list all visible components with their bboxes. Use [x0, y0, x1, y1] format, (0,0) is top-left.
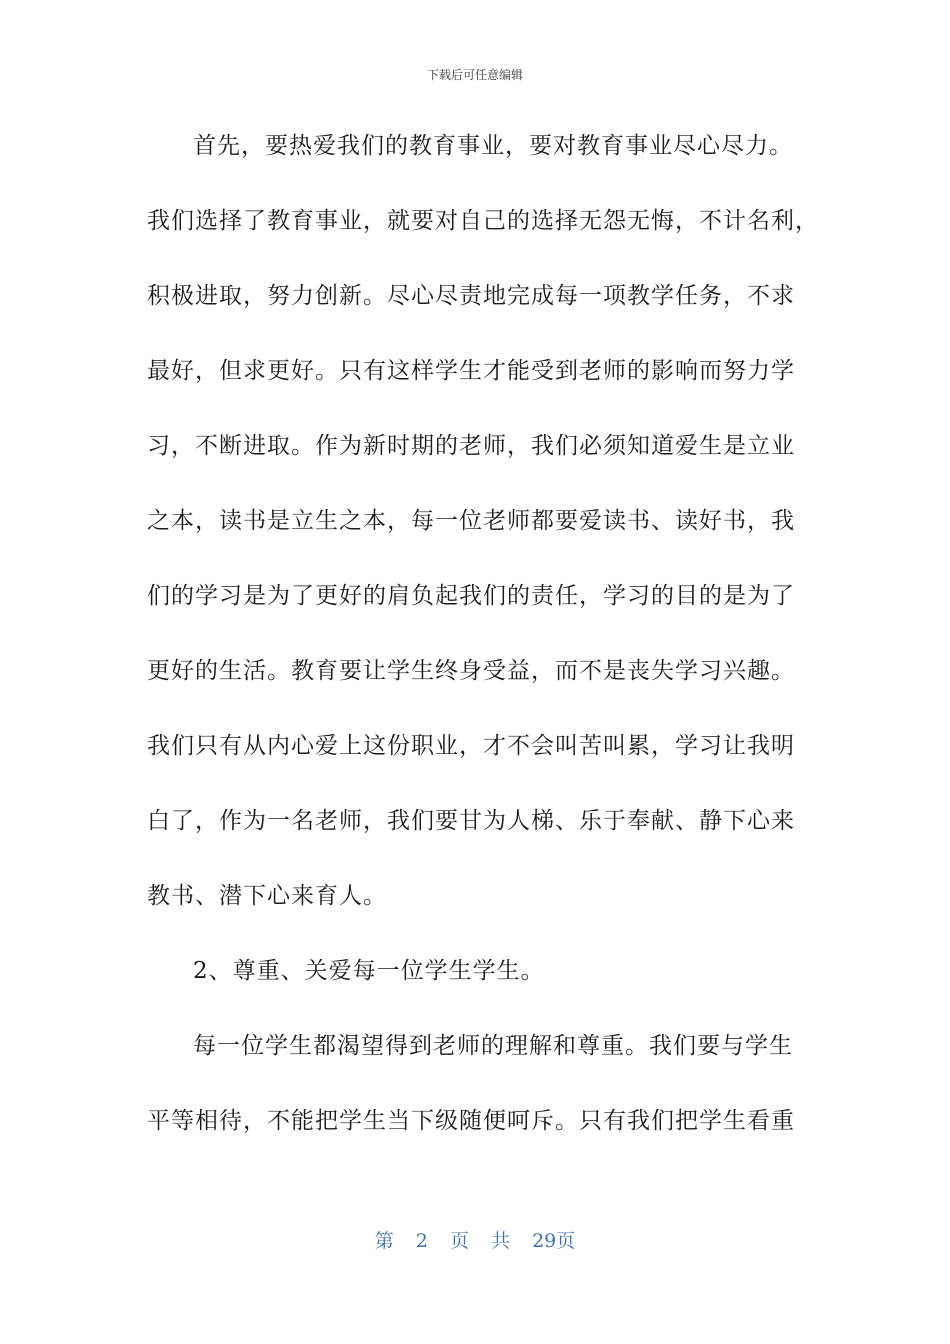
paragraph-line: 我们只有从内心爱上这份职业，才不会叫苦叫累，学习让我明 [147, 733, 795, 759]
paragraph-line: 平等相待，不能把学生当下级随便呵斥。只有我们把学生看重 [147, 1108, 795, 1134]
document-body [147, 122, 819, 1172]
section-heading: 2、尊重、关爱每一位学生学生。 [193, 958, 545, 984]
paragraph-line: 更好的生活。教育要让学生终身受益，而不是丧失学习兴趣。 [147, 658, 795, 684]
footer-current-page: 2 [415, 1230, 428, 1252]
paragraph-line: 之本，读书是立生之本，每一位老师都要爱读书、读好书，我 [147, 508, 795, 534]
page-header-note: 下载后可任意编辑 [426, 68, 523, 82]
paragraph-line: 习，不断进取。作为新时期的老师，我们必须知道爱生是立业 [147, 433, 795, 459]
page-number-footer [0, 1226, 950, 1253]
footer-ye: 页 [449, 1230, 469, 1252]
paragraph-line: 我们选择了教育事业，就要对自己的选择无怨无悔，不计名利， [147, 208, 819, 234]
paragraph-line: 每一位学生都渴望得到老师的理解和尊重。我们要与学生 [193, 1033, 793, 1059]
paragraph-line: 白了，作为一名老师，我们要甘为人梯、乐于奉献、静下心来 [147, 808, 795, 834]
footer-di: 第 [374, 1230, 394, 1252]
paragraph-line: 教书、潜下心来育人。 [147, 883, 387, 909]
footer-total-pages: 29页 [532, 1230, 576, 1252]
footer-gong: 共 [491, 1230, 511, 1252]
paragraph-line: 首先，要热爱我们的教育事业，要对教育事业尽心尽力。 [193, 133, 793, 159]
paragraph-line: 们的学习是为了更好的肩负起我们的责任，学习的目的是为了 [147, 583, 795, 609]
paragraph-line: 积极进取，努力创新。尽心尽责地完成每一项教学任务，不求 [147, 283, 795, 309]
paragraph-line: 最好，但求更好。只有这样学生才能受到老师的影响而努力学 [147, 358, 795, 384]
